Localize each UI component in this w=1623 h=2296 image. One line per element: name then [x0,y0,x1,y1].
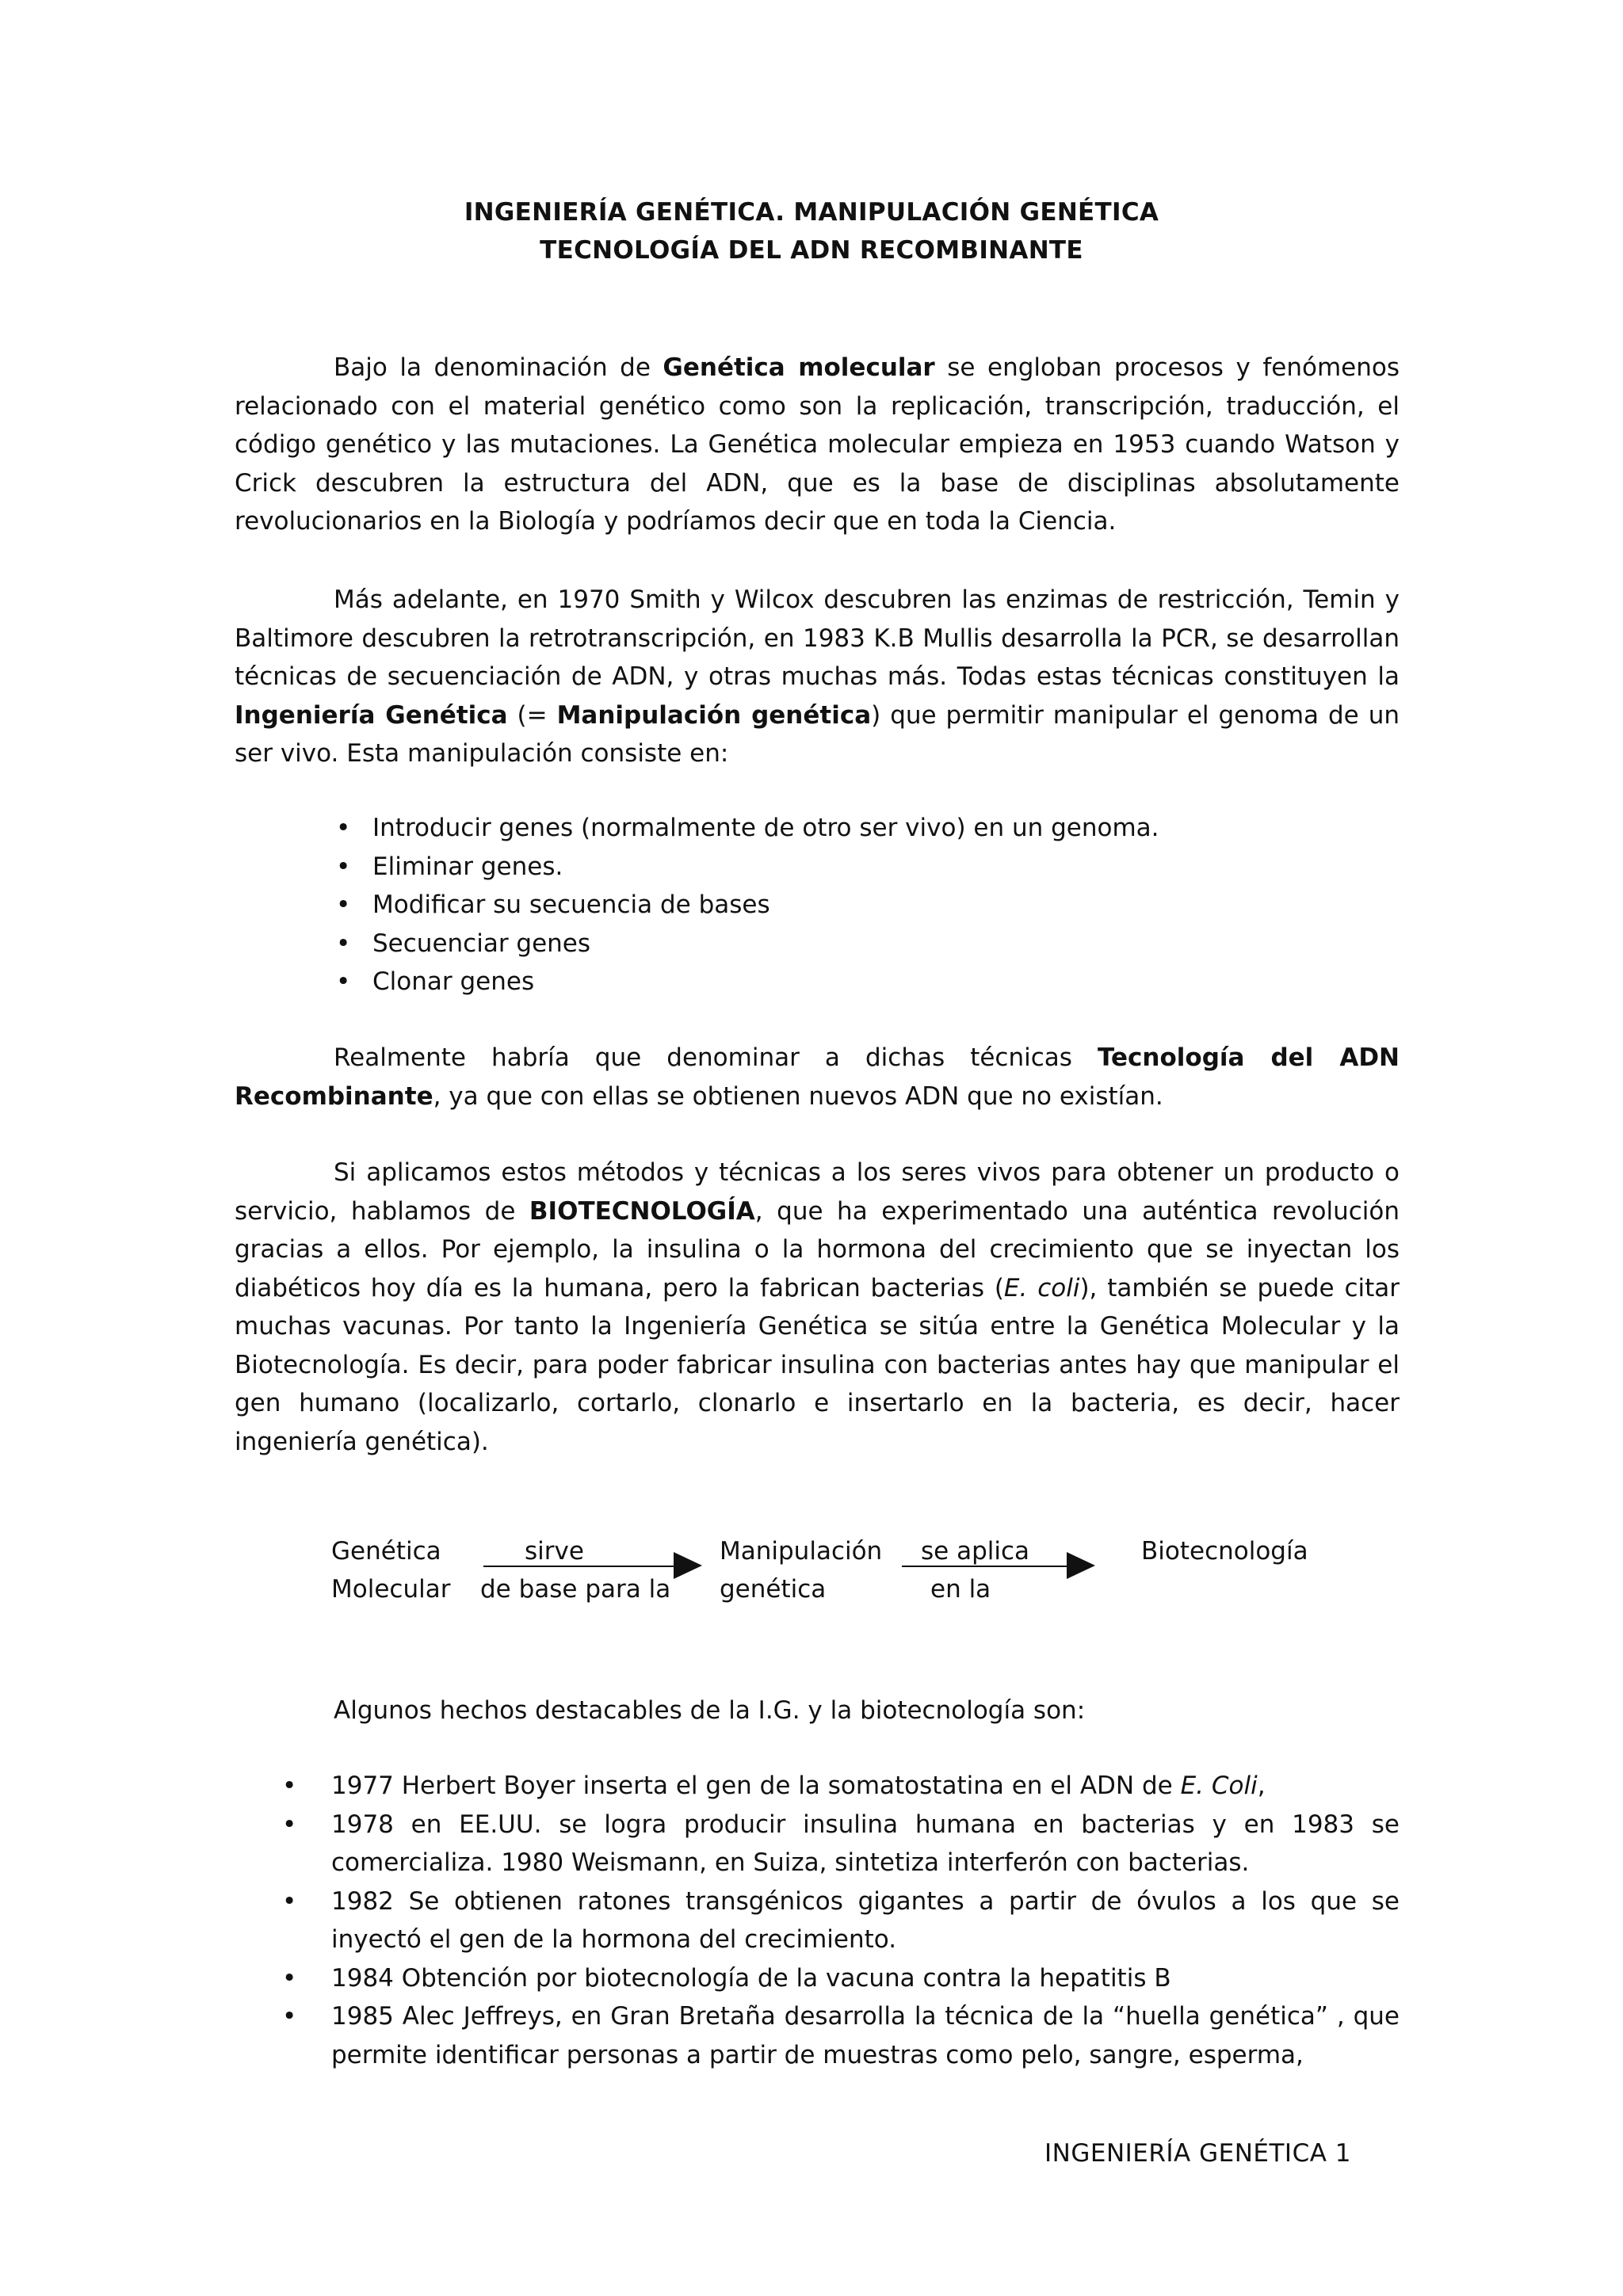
p2-bold-manipulacion-genetica: Manipulación genética [556,700,872,730]
facts-list [282,1767,1400,2074]
title-line-1: INGENIERÍA GENÉTICA. MANIPULACIÓN GENÉTICA [464,198,1159,227]
p3-text-1: Realmente habría que denominar a dichas técnicas [334,1043,1098,1072]
bullet-icon: • [282,1963,297,1993]
bullet-icon: • [336,967,351,996]
list-item: • 1978 en EE.UU. se logra producir insulina humana en bacterias y en 1983 se comercializa. 1980 Weismann, en Suiza, sintetiza interferón con bacterias. [331,1806,1400,1882]
list-item: • Modificar su secuencia de bases [372,886,1159,925]
p4-text-2: , que ha experimentado una auténtica revolución gracias a ellos. Por ejemplo, la insulina o la hormona del crecimiento que se inyectan los diabéticos hoy día es la humana, pero la fabrican bacterias ( [235,1196,1400,1302]
bullet-icon: • [282,2002,297,2031]
list-item: • Introducir genes (normalmente de otro ser vivo) en un genoma. [372,809,1159,848]
title-line-2: TECNOLOGÍA DEL ADN RECOMBINANTE [540,236,1083,265]
bullet-icon: • [336,814,351,842]
p2-bold-ingenieria-genetica: Ingeniería Genética [235,700,508,730]
p4-text-1: Si aplicamos estos métodos y técnicas a los seres vivos para obtener un producto o servicio, hablamos de [235,1158,1400,1226]
flow-node-manipulacion: Manipulación [720,1537,883,1566]
bullet-icon: • [282,1810,297,1839]
flow-arrow-1-line [483,1566,682,1567]
flow-node-genetica-2: genética [720,1575,827,1604]
flow-node-molecular: Molecular [331,1575,451,1604]
p1-bold-genetica-molecular: Genética molecular [663,353,935,382]
p4-italic-ecoli: E. coli [1003,1273,1080,1302]
p3-bold-tecnologia-adn: Tecnología del ADN Recombinante [235,1043,1400,1111]
flow-edge-label-se-aplica: se aplica [921,1537,1030,1566]
bullet-icon: • [336,891,351,919]
list-item: • Clonar genes [372,963,1159,1001]
p4-text-3: ), también se puede citar muchas vacunas. Por tanto la Ingeniería Genética se sitúa entre la Genética Molecular y la Biotecnología. Es decir, para poder fabricar insulina con bacterias antes hay que manipular el gen humano (localizarlo, cortarlo, clonarlo e insertarlo en la bacteria, es decir, hacer ingeniería genética). [235,1273,1400,1456]
p2-text-3: ) que permitir manipular el genoma de un ser vivo. Esta manipulación consiste en: [235,700,1400,768]
list-item: • 1985 Alec Jeffreys, en Gran Bretaña desarrolla la técnica de la “huella genética” , que permite identificar personas a partir de muestras como pelo, sangre, esperma, [331,1997,1400,2074]
arrow-right-icon [1067,1552,1095,1579]
list-item: • 1982 Se obtienen ratones transgénicos gigantes a partir de óvulos a los que se inyectó el gen de la hormona del crecimiento. [331,1882,1400,1959]
bullet-icon: • [282,1772,297,1800]
p3-text-2: , ya que con ellas se obtienen nuevos ADN que no existían. [433,1081,1163,1111]
p2-text-2: (= [507,700,557,730]
flow-node-biotecnologia: Biotecnología [1141,1537,1308,1566]
paragraph-hechos-intro: Algunos hechos destacables de la I.G. y la biotecnología son: [334,1696,1086,1725]
p2-text-1: Más adelante, en 1970 Smith y Wilcox descubren las enzimas de restricción, Temin y Baltimore descubren la retrotranscripción, en 1983 K.B Mullis desarrolla la PCR, se desarrollan técnicas de secuenciación de ADN, y otras muchas más. Todas estas técnicas constituyen la [235,585,1400,691]
p1-text-1: Bajo la denominación de [334,353,663,382]
flow-node-genetica: Genética [331,1537,441,1566]
list-item: • Eliminar genes. [372,848,1159,887]
arrow-right-icon [674,1552,702,1579]
p4-bold-biotecnologia: BIOTECNOLOGÍA [529,1196,755,1226]
flow-edge-label-en-la: en la [930,1575,991,1604]
page-footer: INGENIERÍA GENÉTICA 1 [1044,2139,1351,2168]
list-item: • Secuenciar genes [372,925,1159,963]
flow-arrow-2-line [902,1566,1075,1567]
bullet-icon: • [336,929,351,958]
bullet-icon: • [282,1886,297,1916]
flow-edge-label-sirve: sirve [525,1537,584,1566]
bullet-icon: • [336,852,351,881]
list-item: • 1984 Obtención por biotecnología de la vacuna contra la hepatitis B [331,1959,1400,1998]
fact-italic-ecoli: E. Coli [1180,1772,1258,1800]
flow-edge-label-de-base: de base para la [480,1575,671,1604]
list-item: • 1977 Herbert Boyer inserta el gen de la somatostatina en el ADN de E. Coli, [331,1767,1400,1806]
p1-text-2: se engloban procesos y fenómenos relacionado con el material genético como son la replicación, transcripción, traducción, el código genético y las mutaciones. La Genética molecular empieza en 1953 cuando Watson y Crick descubren la estructura del ADN, que es la base de disciplinas absolutamente revolucionarios en la Biología y podríamos decir que en toda la Ciencia. [235,353,1400,536]
